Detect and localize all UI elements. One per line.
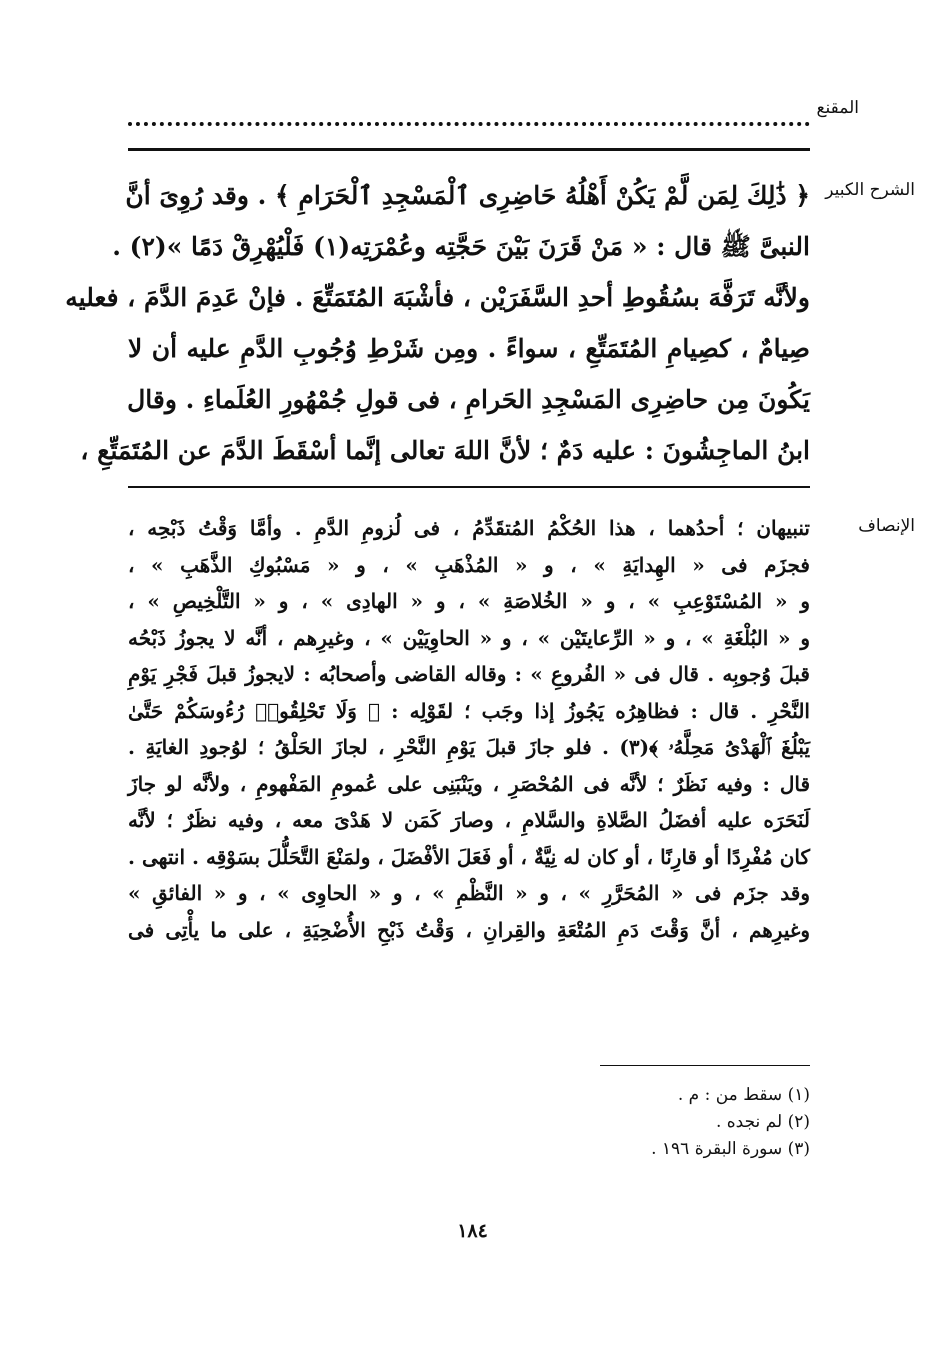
page-number: ١٨٤	[457, 1220, 488, 1242]
footnotes	[410, 1082, 810, 1163]
text-line: لَنَحَرَه عليه أفضَلُ الصَّلاةِ والسَّلامِ ، وصارَ كَمَن لا هَدْىَ معه ، وفيه نظَرٌ ؛ لأنَّه	[128, 808, 810, 832]
text-line: وغيرِهم ، أنَّ وَقْتَ دَمِ المُتْعَةِ والقِرانِ ، وَقْتُ ذَبْحِ الأُضْحِيَةِ ، على ما يأْتِى فى	[128, 917, 810, 942]
margin-label-sharh: الشرح الكبير	[825, 180, 915, 200]
text-line: فجزَم فى « الهِدايَةِ » ، و « المُذْهَبِ » ، و « مَسْبُوكِ الذَّهَبِ » ،	[128, 552, 810, 577]
text-line: كان مُفْرِدًا أو قارِنًا ، أو كان له نِيَّةٌ ، أو فَعَلَ الأفْضَلَ ، ولمَنْعَ التَّحَلُّلَ بسَوْقِه . انتهى .	[128, 844, 810, 869]
text-line: تنبيهان ؛ أحدُهما ، هذا الحُكْمُ المُتقَدِّمُ ، فى لُزومِ الدَّمِ . وأمَّا وَقْتُ ذَبْحِه ،	[128, 516, 810, 540]
text-line: يَكُونَ مِن حاضِرِى المَسْجِدِ الحَرامِ ، فى قولِ جُمْهُورِ العُلَماءِ . وقال	[127, 385, 810, 414]
text-line: ابنُ الماجِشُونَ : عليه دَمٌ ؛ لأنَّ اللهَ تعالى إنَّما أسْقَطَ الدَّمَ عن المُتَمَتِّعِ ،	[80, 436, 810, 465]
text-line: صِيامٌ ، كصِيامِ المُتَمَتِّعِ ، سواءً . ومِن شَرْطِ وُجُوبِ الدَّمِ عليه أن لا	[128, 334, 810, 363]
margin-label-insaf: الإنصاف	[858, 516, 915, 536]
header-dotted-rule	[128, 122, 810, 126]
sharh-text-block	[65, 170, 810, 476]
footnote: (١) سقط من : م .	[677, 1085, 810, 1105]
footnote-rule	[600, 1065, 810, 1066]
section-divider	[128, 486, 810, 488]
text-line: قال : وفيه نَظَرٌ ؛ لأنَّه فى المُحْصَرِ ، ويَنْبَنِى على عُمومِ المَفْهومِ ، ولأنَّه لو جازَ	[128, 771, 810, 796]
text-line: و « البُلْغَةِ » ، و « الرِّعايتَيْن » ، و « الحاوِيَيْن » ، وغيرِهم ، أنَّه لا يجوزُ ذَبْحُه	[128, 625, 810, 650]
text-line: قبلَ وُجوبِه . قال فى « الفُروعِ » : وقاله القاضى وأصحابُه : لايجوزُ قبلَ فَجْرِ يَوْمِ	[128, 662, 810, 686]
text-line: وقد جزَم فى « المُحَرَّرِ » ، و « النَّظْمِ » ، و « الحاوِى » ، و « الفائقِ »	[128, 881, 810, 905]
insaf-text-block	[128, 510, 810, 948]
text-line: ﴿ ذَٰلِكَ لِمَن لَّمْ يَكُنْ أَهْلُهُ حَاضِرِى ٱلْمَسْجِدِ ٱلْحَرَامِ ﴾ . وقد رُوِىَ أنَّ	[125, 181, 810, 210]
text-line: النبىَّ ﷺ قال : « مَنْ قَرَنَ بَيْنَ حَجَّتِه وعُمْرَتِه(١) فَلْيُهْرِقْ دَمًا »(٢) .	[112, 232, 810, 261]
footnote: (٣) سورة البقرة ١٩٦ .	[651, 1139, 810, 1159]
text-line: يَبْلُغَ ٱلْهَدْىُ مَحِلَّهُۥ ﴾(٣) . فلو جازَ قبلَ يَوْمِ النَّحْرِ ، لجازَ الحَلْقُ ؛ لوُجودِ الغايَةِ .	[128, 735, 811, 759]
header-solid-rule	[128, 148, 810, 151]
text-line: ولأنَّه تَرَفَّهَ بسُقُوطِ أحدِ السَّفَرَيْن ، فأشْبَهَ المُتَمَتِّعَ . فإنْ عَدِمَ الدَّمَ ، فعليه	[65, 283, 810, 312]
text-line: و « المُسْتَوْعِبِ » ، و « الخُلاصَةِ » ، و « الهادِى » ، و « التَّلْخِيصِ » ،	[128, 589, 810, 613]
footnote: (٢) لم نجده .	[715, 1112, 810, 1132]
running-header-title: المقنع	[816, 98, 859, 118]
text-line: النَّحْرِ . قال : فظاهِرُه يَجُوزُ إذا وجَب ؛ لقَوْلِه : ﴿ وَلَا تَحْلِقُوا۟ رُءُوسَكُمْ حَتَّىٰ	[128, 698, 810, 723]
